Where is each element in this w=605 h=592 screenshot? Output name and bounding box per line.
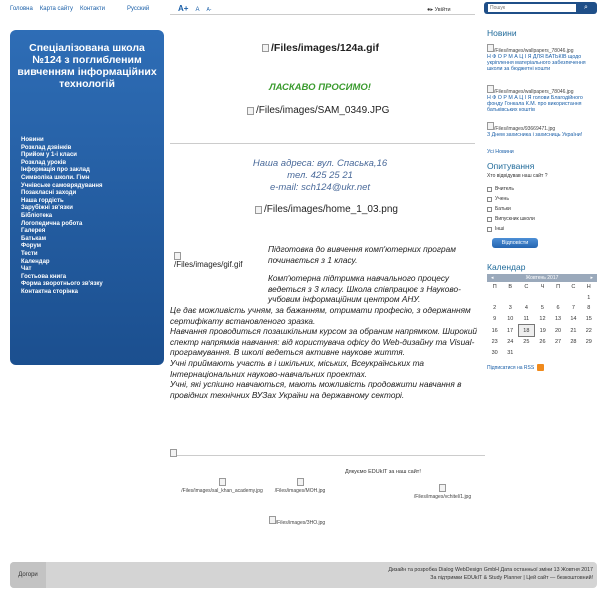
calendar-day[interactable]: 19: [539, 327, 546, 334]
address-line: Наша адреса: вул. Спаська,16: [252, 158, 388, 169]
calendar-day[interactable]: 9: [493, 316, 497, 323]
calendar-day[interactable]: 26: [539, 339, 546, 346]
broken-image-icon: [487, 122, 494, 130]
khan-academy-image[interactable]: [172, 478, 272, 494]
poll-option-label: Вчитель: [495, 186, 514, 192]
poll-option-label: Учень: [495, 196, 509, 202]
bottom-divider: [170, 455, 485, 456]
menu-item-pride[interactable]: Наша гордість: [21, 197, 64, 204]
calendar-day[interactable]: 23: [491, 339, 498, 346]
poll-option[interactable]: [487, 186, 514, 192]
calendar-day[interactable]: 8: [587, 305, 591, 312]
broken-image-icon: [439, 484, 446, 492]
poll-question: Хто відвідував наш сайт ?: [487, 173, 548, 179]
broken-image-icon: [487, 85, 494, 93]
news-image: [487, 122, 597, 132]
menu-item-symbols[interactable]: Символіка школи. Гімн: [21, 174, 90, 181]
broken-image-icon: [255, 206, 262, 214]
menu-item-contacts[interactable]: Контактна сторінка: [21, 288, 78, 295]
rss-label: Підписатися на RSS: [487, 364, 535, 371]
news-image-alt: /Files/images/wallpapers_78046.jpg: [494, 89, 574, 95]
language-link[interactable]: Русский: [127, 6, 150, 12]
calendar-week: [487, 314, 597, 325]
font-increase-button[interactable]: A+: [178, 4, 189, 13]
menu-item-speech[interactable]: Логопедична робота: [21, 220, 83, 227]
poll-option-label: Випускник школи: [495, 216, 535, 222]
calendar-day[interactable]: 25: [523, 339, 530, 346]
menu-item-guestbook[interactable]: Гостьова книга: [21, 273, 67, 280]
news-item[interactable]: [487, 44, 597, 72]
teacher-image[interactable]: [400, 484, 485, 500]
about-paragraph: Навчання проводиться позашкільним курсом за обраним напрямком. Широкий спектр напрямків навчання: від користувача офісу до Web-дизайну та Visual-програмування. В школі ведеться активне наукове життя.: [170, 326, 478, 358]
footer: [10, 562, 597, 588]
calendar-weekday: Н: [586, 284, 591, 291]
menu-item-foreign[interactable]: Зарубіжні зв'язки: [21, 205, 73, 212]
calendar-grid: [487, 282, 597, 358]
menu-item-events[interactable]: Позакласні заходи: [21, 190, 77, 197]
menu-item-schedule[interactable]: Розклад уроків: [21, 159, 67, 166]
about-paragraph: Учні, які успішно навчаються, мають можливість продовжити навчання в провідних технічних ВУЗах України на державному секторі.: [170, 379, 462, 400]
news-title[interactable]: З Днем захисника і захисниць України!: [487, 132, 583, 138]
nav-sitemap-link[interactable]: Карта сайту: [39, 6, 74, 12]
radio-button[interactable]: [487, 207, 492, 212]
search-box: [484, 2, 597, 14]
poll-option[interactable]: [487, 196, 509, 202]
footer-credits: Дизайн та розробка Dialog WebDesign GmbH Дата останньої зміни 13 Жовтня 2017: [388, 567, 593, 573]
calendar-empty-cell: [535, 293, 551, 304]
login-label: Увійти: [434, 7, 451, 13]
menu-item-parents[interactable]: Батькам: [21, 235, 47, 242]
vote-button[interactable]: Відповісти: [492, 238, 538, 248]
calendar-weekday: С: [571, 284, 576, 291]
left-sidebar: [10, 30, 164, 365]
email-line: e-mail: sch124@ukr.net: [269, 182, 371, 193]
zno-image[interactable]: [262, 516, 332, 526]
calendar-day[interactable]: 2: [493, 305, 497, 312]
calendar-empty-cell: [566, 293, 581, 304]
thanks-text: Дякуємо EDUkIT за наш сайт!: [345, 469, 421, 475]
news-title[interactable]: Н Ф О Р М А Ц І Я ДЛЯ БАТЬКІВ щодо укріплення матеріального забезпечення школи за бюджетні кошти: [487, 54, 586, 72]
broken-image-icon: [170, 449, 177, 457]
all-news-link[interactable]: [487, 149, 597, 155]
menu-item-tests[interactable]: Тести: [21, 250, 38, 257]
teacher-alt: /Files/images/vchitel/1.jpg: [413, 494, 472, 500]
calendar-day[interactable]: 3: [508, 305, 512, 312]
school-photo: [247, 105, 389, 116]
calendar-month: Жовтень 2017: [525, 275, 559, 281]
poll-option-label: Інші: [495, 226, 505, 232]
calendar-empty-cell: [581, 348, 596, 359]
font-normal-button[interactable]: A: [195, 7, 200, 13]
home-image: [255, 204, 398, 215]
menu-item-news[interactable]: Новини: [21, 137, 44, 143]
calendar-day[interactable]: 18: [518, 325, 534, 337]
about-paragraph: Це дає можливість учням, за бажанням, отримати професію, з одержанням сертифікату встановленого зразка.: [170, 304, 471, 326]
menu-item-admission[interactable]: Прийом у 1-і класи: [21, 152, 77, 159]
news-image: [487, 44, 597, 54]
calendar-day[interactable]: 27: [554, 339, 562, 346]
calendar-day[interactable]: 30: [491, 349, 498, 356]
moh-image[interactable]: [270, 478, 330, 494]
news-image-alt: /Files/images/wallpapers_78046.jpg: [494, 48, 574, 54]
font-decrease-button[interactable]: A-: [206, 7, 212, 13]
content-divider: [170, 143, 475, 144]
news-item[interactable]: [487, 85, 597, 113]
khan-academy-alt: /Files/images/sal_khan_academy.jpg: [181, 488, 263, 494]
news-image-alt: /Files/images/93669471.jpg: [494, 126, 556, 132]
radio-button[interactable]: [487, 197, 492, 202]
search-icon[interactable]: ⌕: [584, 4, 588, 11]
radio-button[interactable]: [487, 187, 492, 192]
prev-month-icon[interactable]: ◂: [491, 275, 494, 281]
poll-option-label: Батьки: [495, 206, 511, 212]
calendar-month-bar: [487, 274, 597, 282]
calendar-weekday: П: [556, 284, 561, 291]
calendar-week: [487, 336, 597, 347]
calendar-day[interactable]: 7: [571, 305, 575, 312]
footer-support: За підтримки EDUkIT & Study Planner | Цей сайт — безкоштовний!: [430, 575, 593, 581]
menu-item-chat[interactable]: Чат: [21, 266, 32, 273]
calendar-week: [487, 303, 597, 314]
menu-item-info[interactable]: Інформація про заклад: [21, 167, 90, 174]
calendar-week: [487, 325, 597, 337]
all-news-label: Усі Новини: [487, 149, 514, 155]
menu-item-student-gov[interactable]: Учнівське самоврядування: [21, 182, 103, 189]
about-paragraph: Учні приймають участь в і шкільних, міських, Всеукраїнських та Інтернаціональних науково-навчальних проектах.: [170, 357, 425, 379]
top-divider: [170, 14, 475, 15]
calendar-empty-cell: [535, 348, 551, 359]
calendar-empty-cell: [550, 293, 565, 304]
calendar-weekday: П: [492, 284, 497, 291]
about-text: [170, 244, 485, 400]
calendar-day[interactable]: 22: [585, 327, 592, 334]
poll-option[interactable]: [487, 206, 511, 212]
about-paragraph: Підготовка до вивчення комп'ютерних програм починається з 1 класу.: [268, 244, 456, 265]
calendar-empty-cell: [487, 293, 502, 304]
radio-button[interactable]: [487, 227, 492, 232]
calendar-day[interactable]: 13: [554, 316, 562, 323]
calendar-empty-cell: [518, 293, 534, 304]
address-block: [170, 158, 470, 194]
zno-alt: /Files/images/ЗНО.jpg: [275, 520, 326, 526]
calendar-day[interactable]: 10: [507, 316, 514, 323]
calendar-day[interactable]: 28: [570, 339, 577, 346]
rss-link[interactable]: [487, 364, 544, 371]
news-item[interactable]: [487, 122, 597, 138]
calendar-day[interactable]: 12: [539, 316, 546, 323]
menu-item-bells[interactable]: Розклад дзвінків: [21, 144, 72, 151]
menu-item-feedback[interactable]: Форма зворотнього зв'язку: [21, 281, 103, 288]
calendar-day[interactable]: 16: [491, 327, 498, 334]
about-paragraph: Комп'ютерна підтримка навчального процесу ведеться з 3 класу. Школа співпрацює з Науково-учбовим інформаційним центром АНУ.: [268, 273, 461, 305]
menu-item-forum[interactable]: Форум: [21, 243, 42, 250]
broken-image-icon: [297, 478, 304, 486]
main-menu: [21, 137, 103, 296]
calendar-day[interactable]: 21: [570, 327, 577, 334]
calendar-empty-cell: [502, 293, 518, 304]
menu-item-library[interactable]: Бібліотека: [21, 212, 53, 219]
logo-image: [262, 42, 379, 54]
calendar-weekday: Ч: [540, 284, 545, 291]
font-size-controls: [178, 4, 211, 13]
calendar-weekday: В: [508, 284, 513, 291]
logo-image-alt: /Files/images/124a.gif: [271, 42, 379, 54]
calendar-empty-cell: [566, 348, 581, 359]
next-month-icon[interactable]: ▸: [590, 275, 593, 281]
menu-item-gallery[interactable]: Галерея: [21, 228, 46, 235]
login-link[interactable]: [427, 7, 451, 13]
school-photo-alt: /Files/images/SAM_0349.JPG: [256, 105, 390, 116]
poll-option[interactable]: [487, 226, 504, 232]
calendar-day[interactable]: 1: [587, 294, 591, 301]
calendar-day[interactable]: 31: [507, 349, 514, 356]
search-input[interactable]: [488, 4, 576, 12]
radio-button[interactable]: [487, 217, 492, 222]
calendar-day[interactable]: 4: [524, 305, 528, 312]
home-image-alt: /Files/images/home_1_03.png: [264, 204, 398, 215]
calendar-week: [487, 348, 597, 359]
gif-image-alt: /Files/images/gif.gif: [174, 260, 243, 269]
login-icon: ●▸: [427, 7, 435, 13]
calendar-day[interactable]: 6: [556, 305, 560, 312]
news-heading: Новини: [487, 28, 517, 38]
calendar-day[interactable]: 14: [570, 316, 577, 323]
broken-image-icon: [247, 107, 254, 115]
broken-image-icon: [262, 44, 269, 52]
calendar-day[interactable]: 5: [540, 305, 544, 312]
broken-image-icon: [487, 44, 494, 52]
calendar-heading: Календар: [487, 262, 526, 272]
calendar-day[interactable]: 20: [554, 327, 562, 334]
poll-heading: Опитування: [487, 161, 535, 171]
calendar-day[interactable]: 29: [585, 339, 592, 346]
broken-image-icon: [219, 478, 226, 486]
back-to-top-button[interactable]: Догори: [10, 562, 46, 588]
nav-contacts-link[interactable]: Контакти: [80, 6, 105, 12]
calendar-day[interactable]: 11: [523, 316, 530, 323]
rss-icon: [537, 364, 544, 371]
calendar-empty-cell: [550, 348, 565, 359]
top-nav: [10, 6, 105, 12]
calendar-day[interactable]: 17: [506, 327, 514, 334]
calendar-day[interactable]: 15: [585, 316, 592, 323]
calendar-week: [487, 293, 597, 304]
news-title[interactable]: Н Ф О Р М А Ц І Я голови Благодійного фонду Гонкала К.М. про використання батьківських коштів: [487, 95, 583, 113]
calendar-day[interactable]: 24: [507, 339, 514, 346]
phone-line: тел. 425 25 21: [287, 170, 353, 181]
moh-alt: /Files/images/MOH.jpg: [274, 488, 326, 494]
news-image: [487, 85, 597, 95]
calendar-widget: [487, 274, 597, 358]
nav-home-link[interactable]: Головна: [10, 6, 33, 12]
school-name: Спеціалізована школа №124 з поглибленим вивченням інформаційних технологій: [17, 42, 157, 90]
calendar-weekday: С: [524, 284, 529, 291]
calendar-empty-cell: [518, 348, 534, 359]
menu-item-calendar[interactable]: Календар: [21, 258, 50, 265]
broken-image-icon: [269, 516, 276, 524]
welcome-heading: ЛАСКАВО ПРОСИМО!: [269, 82, 371, 93]
poll-option[interactable]: [487, 216, 535, 222]
